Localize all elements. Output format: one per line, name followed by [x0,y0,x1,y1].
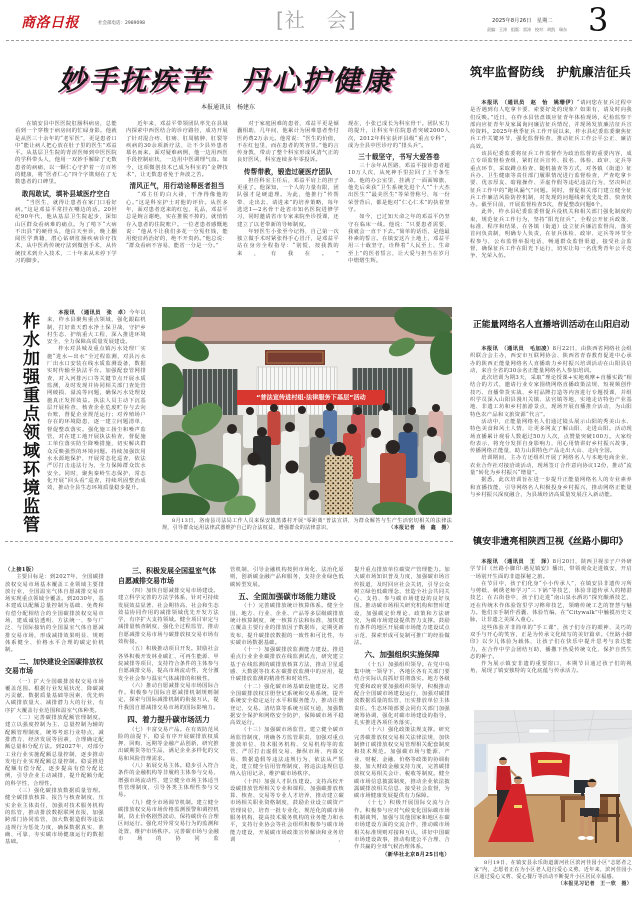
paragraph: （一）扩大全国碳排放权交易市场覆盖范围。根据行业发展状况、降碳减污贡献、数据质量基础等因素，优先纳入碳排放量大、减排潜力大的行业，有序扩大覆盖行业范围和温室气体种类。 [5,678,104,714]
person-head [326,403,334,411]
caption-text: 8月19日，在镇安县永乐街道蒲河社区滨河佳园小区“志愿者之家”内，志愿者正在为小区老人进行爱心义剪。近年来，滨河佳园小区通过爱心义剪、爱心餐厅等活动不断提升小区居民幸福感。 [474,860,632,880]
paragraph: （九）健全市场调节机制。建立健全碳排放权交易市场价格监测预警和调控机制，防止价格剧烈波动，保持碳价在合理区间运行。强化对异常交易行为的监测和处置，维护市场秩序。完善碳市场与金融市场的协同监 [118,799,219,842]
paragraph: （三）强化碳排放数据质量管理。健全碳排放核算、报告与核查制度，压实企业主体责任，加强对技术服务机构的监管，推动排放数据联网直报，加强跨部门协同监管，加大数据造假等违法违规行为惩处力度，确保数据真实、准确、可靠，夯实碳市场健康运行的数据基础。 [5,788,104,846]
article-headline: 正能量网络名人直播培训活动在山阳启动 [473,320,630,330]
paragraph: 担任科室主任后，邓益平肩上的担子更重了。他深知，一个人的力量有限，团队强才是硬道理。为此，他推行“传帮带、走出去、请进来”的培养策略，每年选送1—2名骨干赴省市知名医院进修学习，同时邀请省市专家来院坐诊授课，还建立了以老带新的导师制度。 [237,177,339,228]
subheading: 传帮带教，锻造过硬医疗团队 [243,167,333,176]
photo-caption [474,860,632,888]
paragraph: 在镇安县中医医院肛肠科病房，总能看到一个穿梭于病房间的忙碌身影。他就是从医三十余年的“老军医”，更是患者口中“能让病人把心放在肚子里的医生”邓益平。从基层卫生院的青涩医师到中医医院的学科带头人，他用一双妙手解除了无数患者的病痛，以一颗仁心守护着一方百姓的健康，将“医者仁心”四个字镌刻在了无数患者的口碑里。 [15,121,117,186]
person-head [432,404,440,412]
person-head [285,422,295,432]
person-head [427,427,437,437]
paragraph: （十六）强化政策法规支撑。研究完善碳排放权交易相关法律法规，加快制修订碳排放权交易管理相关配套制度和技术规范。加强碳市场与能源、产业、财税、金融、价格等政策的协调衔接，加大财政金融支持力度，完善碳排放权交易相关会计、税收等制度。健全碳市场信息披露制度，推动企业依法披露碳排放相关信息，接受社会监督，为碳市场健康发展提供有力保障。 [354,727,450,800]
monitor-stand [581,793,584,796]
newspaper-logo: 商洛日报 [21,15,79,31]
lead-column-3 [237,121,339,258]
section-heading: 三、积极发展全国温室气体自愿减排交易市场 [118,567,216,585]
paragraph [470,100,632,151]
person-head [332,442,346,456]
paragraph: 三十余年从医路，邓益平接诊患者超10万人次，从死神手里拉回了上千条生命。他的办公室里，挂满了一面面锦旗，他先后荣获“卫生系统先进个人”“十大杰出医生”“最美医生”等荣誉称号，每一份荣誉背后，都是他对“仁心仁术”的执着坚守。 [348,163,450,213]
lead-byline: 本报通讯员 杨建东 [200,104,255,111]
article-body [470,100,632,261]
paragraph: 柞水对县城及重点镇污水处理厂实施“进水—出水”全过程监测，对县污水厂出水口安装在线水质监测设备，数据实时传输至执法平台。加强配套管网排查，对入河排污口等关键节点开展水质监测，及时发现并协同相关部门查处管网破损、溢流等问题，确保污水处理设施真正发挥效益。执法人员主动下沉基层开展检查，核查企业危废贮存与去向台账，督促企业规范运行；对养殖场户存在的环境隐患，逐一建立问题清单，督促整改落实。强化施工扬尘和噪声监管，对在建工地开展执法检查，督促施工单位落实防尘降噪措施，切实解决群众反映强烈的环境问题。持续加强饮用水水源地保护，开展常态化巡查，依法严厉打击违法行为，全力保障群众饮水安全。同时，聚焦秦岭生态保护，常态化开展“回头看”巡查，持续巩固整治成效，推动全县生态环境质量稳步提升。 [47,346,146,492]
paragraph: 这些体验并非简单的“手工课”，孩子们专注的眼神、灵巧的双手与开心的笑容，正是为传承文化续写的美好篇章。《丝路小脚印》以少儿体验为载体，让孩子们在快乐中提升思考与表达能力，在合作中学会团结互助，播撒下热爱传统文化、保护自然生态的种子。 [470,624,632,660]
paragraph: 培训期间，主办方还组织开展了网络名人与本地电商企业、农业合作社对接洽谈活动，现场签订合作意向协议12份，推动“流量”转化为乡村振兴“增量”。 [470,455,632,477]
paragraph: 作为展示镇安非遗的重要窗口，本期节目通过孩子们的视角，展现了镇安独特的文化底蕴与传承活力。 [470,661,632,675]
person-head [246,407,254,415]
person-head [257,427,267,437]
vertical-headline: 柞水加强重点领域环境监管 [19,312,39,534]
paragraph: （七）丰富交易产品。在有效防范风险的前提下，稳妥有序开展碳排放权质押、回购、远期等金融产品创新，研究推出碳期货等衍生品，满足企业多样化的交易和风险管理需求。 [118,726,219,762]
person-body [325,455,353,515]
person-head [408,407,416,415]
byline: 本报讯 （通讯员 王 泽） [481,559,553,565]
article-body [470,346,632,499]
sneaker [586,836,594,840]
paragraph: （二）完善碳排放配额管理制度。建立以强度控制为主、总量控制为辅的配额管理制度，统筹考虑行业特点、减排潜力、经济发展等因素，合理确定配额总量和分配方法。到2027年，对部分工业行业实施配额总量控制，逐步推动发电行业实现配额总量控制。稳妥推进配额有偿分配，逐步提高有偿分配比例，引导企业主动减排，提升配额分配的科学性、合理性。 [5,715,104,787]
paragraph: （八）拓展交易主体。稳步引入符合条件的金融机构等非履约主体参与交易，增强市场流动性，建立健全市场主体适当性管理制度，引导各类主体理性参与交易。 [118,763,219,799]
person-head [270,404,278,412]
paragraph: 此次培训为期3天，采取“理论授课+实地观摩+直播实践”相结合的方式，邀请行业专家围绕网络直播政策法规、短视频创作技巧、直播带货实战、乡村品牌打造等内容进行专题授课，并组织学员深入山阳县漫川关镇、法官镇等地，实地走访特色产业基地、非遗工坊和乡村旅游景点，现场开展直播推介活动，为山阳特色农产品和文旅资源“代言”。 [470,375,632,418]
byline: 本报讯 （通讯员 张 卓） [58,310,130,316]
paragraph: （十）完善碳排放统计核算体系。健全全国、地方、行业、企业、产品等多层级碳排放统计核算制度，统一核算方法和标准，加快建立覆盖主要行业的排放因子数据库，定期更新发布，提升碳排放数据的一致性和可比性，夯实碳市场数据基础。 [230,603,344,646]
byline: 本报讯 （通讯员 毛加凌） [481,346,553,352]
person-head [354,407,362,415]
paragraph: “当医生，就得让患者在家门口看好病。”这是邓益平常挂在嘴边的话。20世纪90年代，他从基层卫生院起步，深知山区群众看病难的痛点。为了啃下“大病不出县”的硬骨头，他白天坐诊，晚上翻阅医学典籍，潜心钻研肛肠疾病诊疗技术，从中医药传统疗法到微创手术，从传统技术到介入技术，二十年来从未停下学习的脚步。 [15,199,117,265]
lead-column-4 [348,121,450,265]
lead-column-2 [126,121,228,251]
header-divider [6,40,632,41]
paragraph: （十七）积极开展国际交流与合作。积极参与应对气候变化国际碳市场机制谈判，加强与其他国家和地区在碳市场建设方面的交流合作，推动碳市场相关标准规则对接和互认，讲好中国碳市场建设故事，推动构建公平合理、合作共赢的全球气候治理体系。 [354,800,450,851]
paragraph: 对于家庭困难的患者，邓益平更是倾囊相助，几年间，他累计为困难患者垫付医药费2万余元。他常说：“医生的价值，不在红包里，而在患者的笑容里。”他的言传身教，带动了整个科室形成风清气正的良好医风，科室连续多年零投诉。 [237,121,339,164]
subheading: 清风正气，用行动诠释医者担当 [129,182,225,191]
paragraph: 据悉，此次培训旨在进一步提升正能量网络名人的专业素养和直播技能，引导网络名人积极投身乡村振兴，推动网络正能量与乡村振兴深度融合，为县域经济高质量发展注入新动能。 [470,477,632,498]
paragraph: 主要目标是：到2027年，全国碳排放权交易市场基本覆盖工业领域主要排放行业，全国温室气体自愿减排交易市场实现重点领域全覆盖。到2030年，基本建成以配额总量控制为基础、免费和有偿分配相结合的全国碳排放权交易市场，建成诚信透明、方法统一、参与广泛、与国际接轨的全国温室气体自愿减排交易市场，形成减排效果明显、规则体系健全、价格水平合理的碳定价机制。 [5,574,104,654]
volunteer-red-vest [496,766,512,790]
paragraph: （六）推动自愿减排交易市场国际合作。积极参与国际自愿减排机制规则制定，探索与国际减排机制的衔接互认，提升我国自愿减排交易市场的国际影响力。 [118,682,219,711]
photo-caption [162,518,452,532]
photo-legal-publicity [162,307,452,515]
section-heading: 六、加强组织实施保障 [364,650,440,660]
young-man-leg [580,816,584,836]
paragraph: 该县纪委监委将征兵工作监督作为政治监督的重要内容，成立专项监督检查组，紧盯征兵宣传、报名、体检、政审、定兵等重点环节，采取蹲点检查、随机抽查等方式，对各镇（街道）征兵办、卫生健康等责任部门履职情况进行监督检查，严查吃拿卡要、优亲厚友、暗箱操作、弄虚作假等违纪违法行为，坚决纠正征兵工作中的“跑风漏气”问题。同时，督促相关部门建立健全征兵工作廉洁风险防控机制，对发现的问题线索优先处置、快查快办。截至目前，开展监督检查5次，督促整改问题6个。 [470,151,632,209]
paragraph-continued: 管机制，引导金融机构按照市场化、法治化原则，创新碳金融产品和服务，支持企业绿色低碳转型发展。 [230,567,344,588]
issue-date: 2025年8月26日 星期二 [492,18,553,24]
subheading: 三十载坚守，书写大爱答卷 [358,153,440,162]
lead-column-1 [15,121,117,265]
person-head [309,490,319,500]
paragraph: （十一）加强碳排放监测能力建设。推进重点行业企业碳排放在线监测试点，研究建立基于在线监测的碳排放核算方法，推动卫星遥感、大数据等技术在碳排放监测中的应用，提升碳排放监测的精准性和时效性。 [230,647,344,683]
paragraph: （五）积极推动项目开发。鼓励社会各界积极开发林业碳汇、可再生能源、甲烷减排等项目，支持符合条件的主体参与自愿减排交易，提高市场流动性，充分激发全社会参与温室气体减排的积极性。 [118,646,219,682]
wall-poster [475,744,486,772]
paragraph-text: 8月20日，陕西卫视亲子户外研学节目《丝路小脚印·遇见镇安》播出，带领观众走进镇安，开启一场别开生面的非遗探秘之旅。 [470,559,632,580]
photo-credit: （本报见习记者 王一欣 摄） [557,881,632,887]
banner-text: “普法宣传进村组·法律服务下基层”活动 [256,394,366,402]
flag-emblem [538,760,562,763]
sneaker [578,836,586,840]
chair-post [616,794,619,842]
person-head [386,440,400,454]
paragraph: （十三）加强碳市场监管。建立健全碳市场监管制度，明确各方监管职责，加强对重点排放单位、技术服务机构、交易机构等的监管，严厉打击虚假交易、操纵市场、内幕交易、数据造假等违法违规行为，依法从严惩处，建立健全信用管理制度，将违法违规信息纳入信用记录，维护碳市场秩序。 [230,727,344,778]
person-head [286,461,299,474]
section-heading: 四、着力提升碳市场活力 [127,715,210,725]
paragraph: 此外，柞水县纪委监委督促兵役机关和相关部门强化制度约束，规范征兵工作行为，坚持“阳光征兵”，全程公开征兵政策、标准、程序和结果，在各镇（街道）设立征兵廉洁监督岗，落实首问负责制，明确专人负责，在征兵体检、政审、定兵等环节全程参与，公布监督举报电话，畅通群众监督渠道，接受社会监督，确保征兵工作在阳光下运行，切实让每一名优秀青年公平竞争、光荣入伍。 [470,209,632,260]
dateline: （新华社北京8月25日电） [382,852,450,859]
paragraph: （十五）加强组织领导。在党中央集中统一领导下，各地区各有关部门要结合实际认真抓好贯彻落实。地方各级党委和政府要加强组织领导，积极推动配合全国碳市场建设运行，加强对碳排放数据质量的监管，压实排放单位主体责任。生态环境部要会同有关部门加强统筹协调，强化对碳市场建设的指导，扎实推进各项任务落实。 [354,661,450,727]
desk-leg [561,800,565,822]
photo-volunteer-haircut [474,710,632,857]
person-head [315,428,325,438]
subheading: 敢闯敢试，填补县域医疗空白 [21,189,111,198]
continued-from: （上接1版） [5,567,37,573]
carbon-column-2 [118,567,219,843]
lead-text: 今年以来，柞水县聚焦重点领域，强化跟踪机制，打好蓝天碧水净土保卫战，守护乡村生态、护航重大工程，深入推进环境安全，全力保障高质量发展建设。 [47,310,146,346]
article-headline: 筑牢监督防线 护航廉洁征兵 [470,65,632,79]
lead-headline: 妙手抚疾苦 丹心护健康 [58,64,394,97]
article-body [470,559,632,676]
carbon-column-4 [354,567,450,860]
chair-leg [595,817,597,843]
person-head [248,453,261,466]
photo-credit: （本报记者 杨 鑫 摄） [388,525,452,531]
section-title: [社 会] [276,8,357,32]
paragraph [47,310,146,346]
carbon-column-1 [5,567,104,846]
carbon-column-3 [230,567,344,844]
young-man-leg [588,816,592,836]
person-head [227,424,237,434]
paragraph: 如今，已过知天命之年的邓益平仍坚守在临床一线。他说：“只要患者需要，我就会一直干下去。”简单的话语，是他最朴素的誓言。在镇安这片土地上，邓益平用三十载坚守，诠释着“人民至上、生命至上”的医者誓言，让大爱与担当在岁月中熠熠生辉。 [348,214,450,265]
section-divider [5,541,453,542]
person-head [371,428,381,438]
article-headline: 镇安非遗亮相陕西卫视《丝路小脚印》 [473,537,628,547]
paragraph: （十二）强化碳市场基础设施建设。完善全国碳排放权注册登记系统和交易系统，提升系统安全稳定运行水平和服务能力，推动注册登记、交易、清结算等系统互联互通，加强数据安全保护和网络安全防护，保障碳市场平稳高效运行。 [230,683,344,727]
cape-emblem [514,805,522,808]
section-heading: 五、全面加强碳市场能力建设 [238,591,336,601]
red-flag [530,752,570,777]
editor-credits: 责编：王涛 组版：雷涛 校对：胡凯 瑞东 [487,27,567,32]
paragraph: （十四）加强人才队伍建设。支持高校开设碳排放管理相关专业和课程，加强碳排放核算、核查、交易等专业人才培养，推动建立碳市场相关职业资格制度，鼓励企业设立碳资产管理岗位，培育一批专业化、规范化的碳市场服务机构，提高技术服务机构的业务能力和水平，支持行业协会等社会组织积极参与碳市场能力建设，开展碳市场政策宣传解读和业务培训， [230,778,344,843]
paragraph: 活动中，正能量网络名人们通过镜头展示山阳的秀美山水、特色美食和风土人情，让更多网友了解山阳、走进山阳。活动现场直播累计观看人数超过50万人次，点赞量突破100万。大家纷纷表示，将充分发挥自身影响力，用心用情讲好乡村振兴故事，传播网络正能量，助力山阳特色产品走出大山、走向全国。 [470,418,632,455]
section-heading: 二、加快建设全国碳排放权交易市场 [5,657,103,676]
paragraph-continued: 提升重点排放单位碳资产管理能力。加大碳市场知识普及力度，加强碳市场宣传报道，及时回应社会关切，引导公众树立绿色低碳理念，营造全社会共同关心、支持、参与碳市场建设的良好氛围。推动碳市场相关研究机构和智库建设，加强碳定价理论、政策和方法研究，为碳市场建设提供智力支撑。鼓励有条件的地区开展碳市场能力建设试点示范，探索形成可复制可推广的经验做法。 [354,567,450,646]
young-man-shirt [585,787,600,809]
person-body [280,473,304,516]
ceiling-light [529,729,549,733]
paragraph: “邓主任的白大褂，干净得像他的心。”这是科室护士对他的评价。从医多年，面对患者送来的红包、礼品，邓益平总是婉言谢绝，实在推脱不掉的，就悄悄存入患者的住院账户。一位老患者感慨地说：“他从不让我们多花一分冤枉钱，能用便宜药治好的，绝不开贵药。”他总说：“群众看病不容易，能省一分是一分。” [126,192,228,250]
person-head [403,423,413,433]
person-head [382,403,390,411]
zhashui-body [47,310,146,492]
paragraph: 年轻医生小张至今记得，自己第一次独立做手术时紧张得手心冒汗，是邓益平站在身旁全程指导：“别慌，按我教的来，有我在。” [237,228,339,257]
paragraph: （四）加快自愿减排交易市场建设。建立科学完善的方法学体系，针对可持续发展效益显著、社会期待高、社会和生态效益协同作用的减排领域优先开发方法学，有序扩大支持领域。健全项目审定与减排量核查制度，强化全过程监管，推动自愿减排交易市场与碳排放权交易市场有效衔接。 [118,588,219,646]
person-head [347,424,357,434]
person-head [298,406,306,414]
paragraph: 在节目中，孩子们化身“小小传承人”，在镇安县非遗传习所与剪纸、刺绣老师学习“三下锅”等技艺，体验非遗传承人的精湛技艺；在古街巷中，孩子们走进“南山泉水酒坊”探究酿酒技艺，还在传统木作体验馆里学习榫卯技艺，领略传统工艺的智慧与魅力。他们亲手制作香囊、体验竹编，在“Citywalk”中触摸历史文脉，让非遗之美深入童心。 [470,580,632,624]
person-head [434,451,446,463]
paragraph [470,346,632,375]
caption-text: 8月13日，洛南县司法局工作人员来保安镇黑漆村开展“零距离”普法宣讲，为群众解答与生产生活密切相关的法律法规，引导群众运用法律武器维护自己的合法权益，增强群众的法律意识。 [162,518,452,531]
department-phone: 社会部电话：2989098 [98,21,146,26]
person-body [307,499,321,515]
page-number: 3 [588,1,609,39]
paragraph-text: “请问您在征兵过程中是否遇到有人吃拿卡要、索要好处的现象？如果有，请及时向我们反映。”近日，在柞水县营盘镇应征青年体检现场，纪检监察干部向应征青年及家属询问廉洁征兵情况，并现场发放廉洁征兵宣传资料。2025年秋季征兵工作开展以来，柞水县纪委监委聚焦征兵工作关键环节，强化监督检查，推动征兵工作公平公正、廉洁高效。 [470,100,632,150]
paragraph: 近年来，邓益平带领团队率先在县域内探索中西医结合的诊疗路径，成功开展了针对混合痔、肛瘘、肛周脓肿、肛裂等疾病的30余项新疗法，让不少县外患者慕名而来。面对疑难病例，他一边用西医手段控制症状，一边用中医调理气血。如今，这项微创技术已成为科室的“金牌技术”，让无数患者免于奔波之苦。 [126,121,228,179]
paragraph-text: 8月22日，由陕西省网络社会组织联合会主办，西安市互联网协会、陕西省青春教育促进中心承办的陕西正能量网络名人直播助力乡村振兴培训活动在山阳县启动，来自全省的30余名正能量网络名人参加培训。 [470,346,632,374]
paragraph [470,559,632,581]
young-man-shorts [580,808,599,817]
byline: 本报讯 （通讯员 赵 怡 姚珊伊） [481,100,577,106]
paragraph-continued: 现在，小张已成长为科室骨干。团队实力的提升，让科室年住院患者突破2000人次，2012年科室获评县级“重点专科”，成为全县中医诊疗的“排头兵”。 [348,121,450,149]
